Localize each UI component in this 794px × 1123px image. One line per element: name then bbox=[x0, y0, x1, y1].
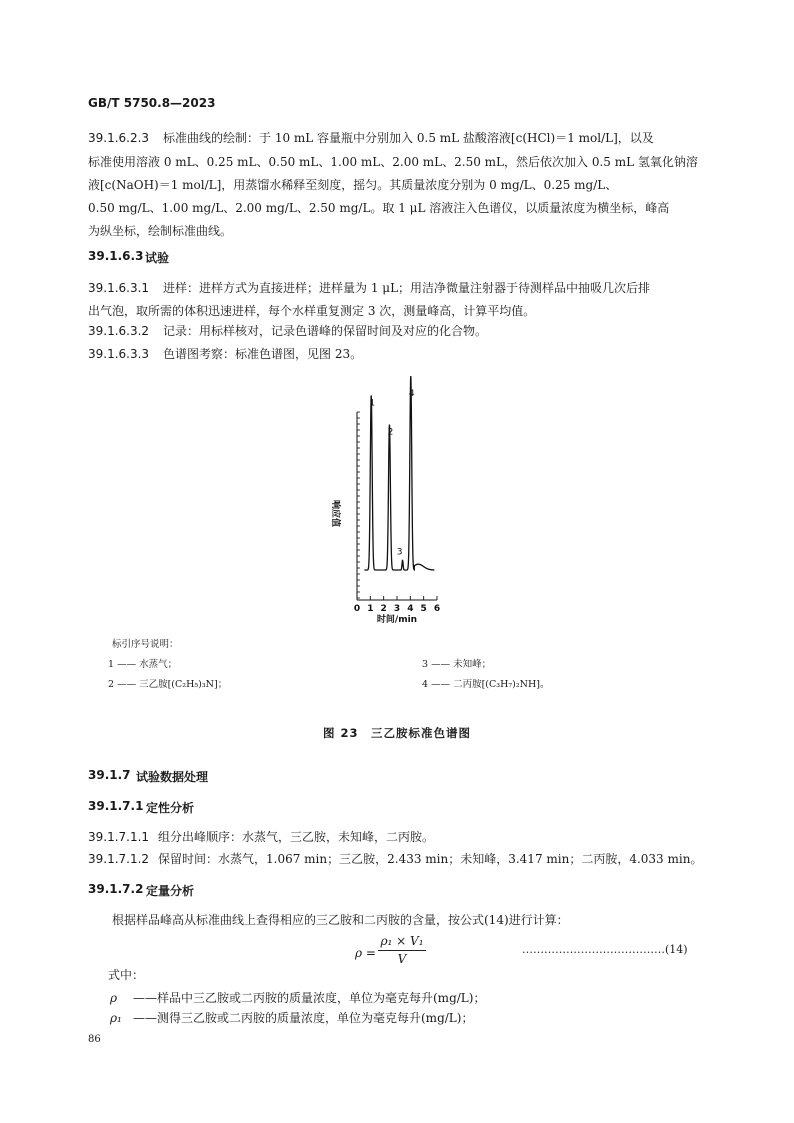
legend-item: 2 —— 三乙胺[(C₂H₅)₃N]； bbox=[108, 679, 228, 690]
para-line: 进样：进样方式为直接进样；进样量为 1 μL；用洁净微量注射器于待测样品中抽吸几次后排 bbox=[163, 281, 651, 295]
section-title: 定量分析 bbox=[146, 884, 195, 898]
para-line: 0.50 mg/L、1.00 mg/L、2.00 mg/L、2.50 mg/L。取 1 μL 溶液注入色谱仪，以质量浓度为横坐标，峰高 bbox=[88, 201, 670, 215]
section-title: 定性分析 bbox=[146, 801, 195, 815]
formula-lhs: ρ = bbox=[355, 946, 376, 960]
legend-title: 标引序号说明： bbox=[112, 639, 179, 650]
definition-text: ——样品中三乙胺或二丙胺的质量浓度，单位为毫克每升(mg/L)； bbox=[133, 991, 486, 1005]
x-axis-label: 时间/min bbox=[376, 615, 418, 625]
para-line: 标准曲线的绘制：于 10 mL 容量瓶中分别加入 0.5 mL 盐酸溶液[c(HCl)＝1 mol/L]，以及 bbox=[163, 131, 654, 145]
x-ticks bbox=[354, 596, 440, 614]
definition-symbol: ρ₁ bbox=[110, 1011, 122, 1025]
section-number: 39.1.6.3 bbox=[88, 249, 144, 263]
section-title: 试验数据处理 bbox=[136, 770, 209, 784]
para-line: 根据样品峰高从标准曲线上查得相应的三乙胺和二丙胺的含量，按公式(14)进行计算： bbox=[112, 913, 569, 927]
para-line: 记录：用标样核对，记录色谱峰的保留时间及对应的化合物。 bbox=[163, 324, 488, 338]
section-number: 39.1.7.1 bbox=[88, 799, 144, 813]
section-number: 39.1.7 bbox=[88, 768, 131, 782]
para-line: 色谱图考察：标准色谱图，见图 23。 bbox=[163, 347, 363, 361]
x-tick-label: 6 bbox=[433, 604, 441, 614]
peak-labels bbox=[369, 389, 415, 557]
chromatogram-chart bbox=[300, 370, 500, 630]
formula-number: …………………………………(14) bbox=[522, 943, 688, 956]
x-tick-label: 4 bbox=[407, 604, 414, 614]
fraction-bar bbox=[378, 950, 426, 951]
legend-item: 4 —— 二丙胺[(C₃H₇)₂NH]。 bbox=[422, 679, 550, 690]
section-number: 39.1.7.2 bbox=[88, 882, 144, 896]
para-line: 保留时间：水蒸气，1.067 min；三乙胺，2.433 min；未知峰，3.417 min；二丙胺，4.033 min。 bbox=[158, 852, 703, 866]
x-tick-label: 3 bbox=[393, 604, 401, 614]
legend-item: 1 —— 水蒸气； bbox=[108, 659, 178, 670]
standard-id: GB/T 5750.8—2023 bbox=[88, 96, 216, 110]
para-line: 标准使用溶液 0 mL、0.25 mL、0.50 mL、1.00 mL、2.00 mL、2.50 mL，然后依次加入 0.5 mL 氢氧化钠溶 bbox=[88, 155, 698, 169]
para-line: 为纵坐标，绘制标准曲线。 bbox=[88, 224, 233, 238]
peak-label: 2 bbox=[387, 427, 394, 438]
formula-fraction bbox=[378, 934, 426, 968]
x-tick-label: 1 bbox=[367, 604, 374, 614]
peak-label: 4 bbox=[408, 389, 415, 399]
legend-item: 3 —— 未知峰； bbox=[422, 659, 492, 670]
definition-text: ——测得三乙胺或二丙胺的质量浓度，单位为毫克每升(mg/L)； bbox=[133, 1011, 474, 1025]
clause-number: 39.1.7.1.1 bbox=[88, 830, 150, 844]
y-axis-label: 响应值 bbox=[330, 500, 340, 528]
x-tick-label: 0 bbox=[353, 604, 361, 614]
where-label: 式中： bbox=[108, 968, 145, 982]
definition-symbol: ρ bbox=[110, 991, 118, 1005]
clause-number: 39.1.6.2.3 bbox=[88, 131, 150, 145]
x-tick-label: 2 bbox=[380, 604, 387, 614]
section-title: 试验 bbox=[145, 251, 170, 265]
clause-number: 39.1.6.3.1 bbox=[88, 281, 150, 295]
peak-label: 1 bbox=[369, 398, 376, 409]
formula-denominator: V bbox=[397, 952, 407, 966]
para-line: 液[c(NaOH)＝1 mol/L]，用蒸馏水稀释至刻度，摇匀。其质量浓度分别为 0 mg/L、0.25 mg/L、 bbox=[88, 178, 618, 192]
formula-numerator: ρ₁ × V₁ bbox=[380, 934, 424, 948]
figure-caption: 图 23 三乙胺标准色谱图 bbox=[322, 726, 471, 740]
clause-number: 39.1.7.1.2 bbox=[88, 852, 150, 866]
peak-label: 3 bbox=[396, 547, 403, 558]
para-line: 出气泡，取所需的体积迅速进样，每个水样重复测定 3 次，测量峰高，计算平均值。 bbox=[88, 304, 536, 318]
chart-axes bbox=[357, 412, 437, 600]
clause-number: 39.1.6.3.3 bbox=[88, 347, 150, 361]
para-line: 组分出峰顺序：水蒸气，三乙胺，未知峰，二丙胺。 bbox=[158, 830, 435, 844]
clause-number: 39.1.6.3.2 bbox=[88, 324, 150, 338]
x-tick-label: 5 bbox=[420, 604, 427, 614]
page-number: 86 bbox=[88, 1034, 101, 1045]
